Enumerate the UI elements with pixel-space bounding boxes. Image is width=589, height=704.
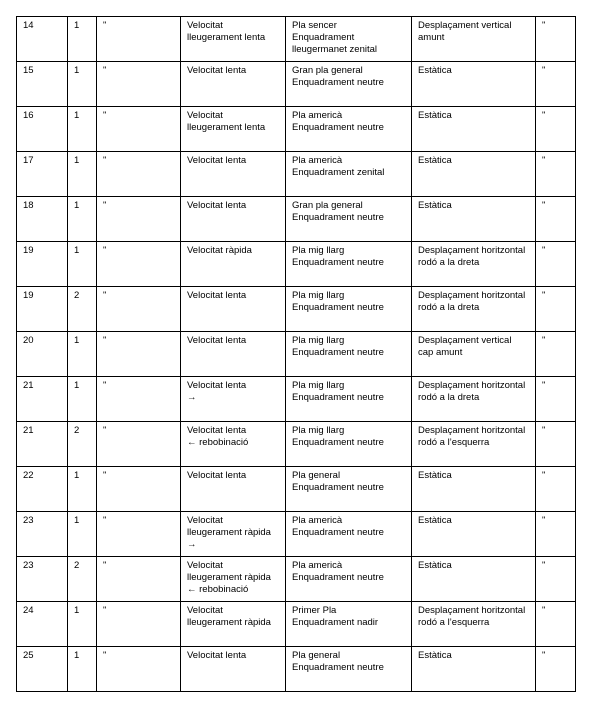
cell-ditto-end: ": [536, 287, 576, 332]
cell-shot: 1: [68, 197, 97, 242]
cell-ditto: ": [97, 62, 181, 107]
cell-framing: Gran pla general Enquadrament neutre: [286, 62, 412, 107]
cell-ditto: ": [97, 287, 181, 332]
cell-ditto: ": [97, 422, 181, 467]
cell-ditto-end: ": [536, 197, 576, 242]
cell-framing: Pla general Enquadrament neutre: [286, 647, 412, 692]
cell-ditto-end: ": [536, 62, 576, 107]
cell-ditto: ": [97, 242, 181, 287]
cell-speed: Velocitat lleugerament ràpida ← rebobinació: [181, 557, 286, 602]
cell-framing: Pla sencer Enquadrament lleugermanet zenital: [286, 17, 412, 62]
cell-scene: 17: [17, 152, 68, 197]
cell-scene: 22: [17, 467, 68, 512]
cell-ditto: ": [97, 647, 181, 692]
cell-speed: Velocitat lenta: [181, 152, 286, 197]
cell-shot: 1: [68, 377, 97, 422]
cell-ditto-end: ": [536, 602, 576, 647]
cell-shot: 1: [68, 62, 97, 107]
cell-shot: 1: [68, 602, 97, 647]
cell-speed: Velocitat lenta: [181, 62, 286, 107]
cell-ditto: ": [97, 602, 181, 647]
shot-table-body: [17, 17, 576, 692]
cell-framing: Pla mig llarg Enquadrament neutre: [286, 377, 412, 422]
cell-scene: 19: [17, 287, 68, 332]
cell-shot: 2: [68, 422, 97, 467]
cell-ditto-end: ": [536, 377, 576, 422]
cell-movement: Desplaçament horitzontal rodó a l’esquerra: [412, 422, 536, 467]
cell-ditto: ": [97, 17, 181, 62]
cell-framing: Pla americà Enquadrament neutre: [286, 512, 412, 557]
cell-ditto-end: ": [536, 467, 576, 512]
cell-movement: Estàtica: [412, 197, 536, 242]
cell-shot: 1: [68, 107, 97, 152]
cell-shot: 2: [68, 287, 97, 332]
cell-shot: 1: [68, 512, 97, 557]
table-row: [17, 17, 576, 62]
cell-shot: 1: [68, 152, 97, 197]
cell-speed: Velocitat lenta →: [181, 377, 286, 422]
cell-movement: Estàtica: [412, 557, 536, 602]
cell-scene: 23: [17, 512, 68, 557]
cell-speed: Velocitat lenta: [181, 467, 286, 512]
cell-framing: Pla americà Enquadrament zenital: [286, 152, 412, 197]
table-row: [17, 602, 576, 647]
cell-ditto-end: ": [536, 512, 576, 557]
cell-scene: 24: [17, 602, 68, 647]
cell-movement: Estàtica: [412, 107, 536, 152]
cell-movement: Estàtica: [412, 152, 536, 197]
cell-shot: 1: [68, 467, 97, 512]
cell-speed: Velocitat lleugerament lenta: [181, 107, 286, 152]
cell-ditto: ": [97, 467, 181, 512]
table-row: [17, 557, 576, 602]
cell-framing: Pla mig llarg Enquadrament neutre: [286, 422, 412, 467]
cell-ditto-end: ": [536, 242, 576, 287]
cell-speed: Velocitat lenta: [181, 332, 286, 377]
cell-shot: 1: [68, 242, 97, 287]
cell-movement: Estàtica: [412, 467, 536, 512]
cell-ditto-end: ": [536, 107, 576, 152]
cell-scene: 25: [17, 647, 68, 692]
table-row: [17, 647, 576, 692]
cell-shot: 2: [68, 557, 97, 602]
cell-movement: Estàtica: [412, 512, 536, 557]
cell-ditto: ": [97, 107, 181, 152]
cell-framing: Pla mig llarg Enquadrament neutre: [286, 332, 412, 377]
cell-framing: Primer Pla Enquadrament nadir: [286, 602, 412, 647]
table-row: [17, 242, 576, 287]
cell-scene: 21: [17, 422, 68, 467]
cell-movement: Desplaçament vertical cap amunt: [412, 332, 536, 377]
cell-ditto-end: ": [536, 557, 576, 602]
shot-table: [16, 16, 576, 692]
cell-speed: Velocitat lleugerament lenta: [181, 17, 286, 62]
cell-ditto: ": [97, 377, 181, 422]
cell-movement: Desplaçament horitzontal rodó a la dreta: [412, 287, 536, 332]
cell-ditto-end: ": [536, 17, 576, 62]
cell-ditto: ": [97, 557, 181, 602]
cell-shot: 1: [68, 332, 97, 377]
cell-ditto-end: ": [536, 332, 576, 377]
cell-scene: 19: [17, 242, 68, 287]
cell-framing: Pla general Enquadrament neutre: [286, 467, 412, 512]
cell-ditto: ": [97, 512, 181, 557]
cell-ditto-end: ": [536, 422, 576, 467]
cell-scene: 16: [17, 107, 68, 152]
cell-scene: 21: [17, 377, 68, 422]
cell-scene: 15: [17, 62, 68, 107]
cell-framing: Pla mig llarg Enquadrament neutre: [286, 287, 412, 332]
cell-speed: Velocitat lenta: [181, 287, 286, 332]
table-row: [17, 377, 576, 422]
cell-speed: Velocitat lenta: [181, 647, 286, 692]
cell-ditto-end: ": [536, 152, 576, 197]
cell-movement: Desplaçament horitzontal rodó a l’esquerra: [412, 602, 536, 647]
cell-shot: 1: [68, 17, 97, 62]
cell-speed: Velocitat lleugerament ràpida: [181, 602, 286, 647]
table-row: [17, 287, 576, 332]
cell-scene: 20: [17, 332, 68, 377]
cell-movement: Desplaçament horitzontal rodó a la dreta: [412, 377, 536, 422]
table-row: [17, 467, 576, 512]
cell-ditto: ": [97, 197, 181, 242]
cell-scene: 23: [17, 557, 68, 602]
cell-speed: Velocitat lenta ← rebobinació: [181, 422, 286, 467]
table-row: [17, 62, 576, 107]
cell-ditto: ": [97, 152, 181, 197]
cell-movement: Desplaçament vertical amunt: [412, 17, 536, 62]
cell-movement: Estàtica: [412, 647, 536, 692]
table-row: [17, 512, 576, 557]
cell-speed: Velocitat lenta: [181, 197, 286, 242]
cell-speed: Velocitat lleugerament ràpida →: [181, 512, 286, 557]
cell-ditto-end: ": [536, 647, 576, 692]
cell-framing: Gran pla general Enquadrament neutre: [286, 197, 412, 242]
table-row: [17, 107, 576, 152]
table-row: [17, 422, 576, 467]
cell-scene: 18: [17, 197, 68, 242]
cell-framing: Pla americà Enquadrament neutre: [286, 107, 412, 152]
cell-movement: Desplaçament horitzontal rodó a la dreta: [412, 242, 536, 287]
cell-speed: Velocitat ràpida: [181, 242, 286, 287]
cell-ditto: ": [97, 332, 181, 377]
shot-table-container: [16, 16, 576, 692]
cell-movement: Estàtica: [412, 62, 536, 107]
table-row: [17, 332, 576, 377]
cell-framing: Pla americà Enquadrament neutre: [286, 557, 412, 602]
table-row: [17, 197, 576, 242]
cell-scene: 14: [17, 17, 68, 62]
cell-shot: 1: [68, 647, 97, 692]
cell-framing: Pla mig llarg Enquadrament neutre: [286, 242, 412, 287]
table-row: [17, 152, 576, 197]
